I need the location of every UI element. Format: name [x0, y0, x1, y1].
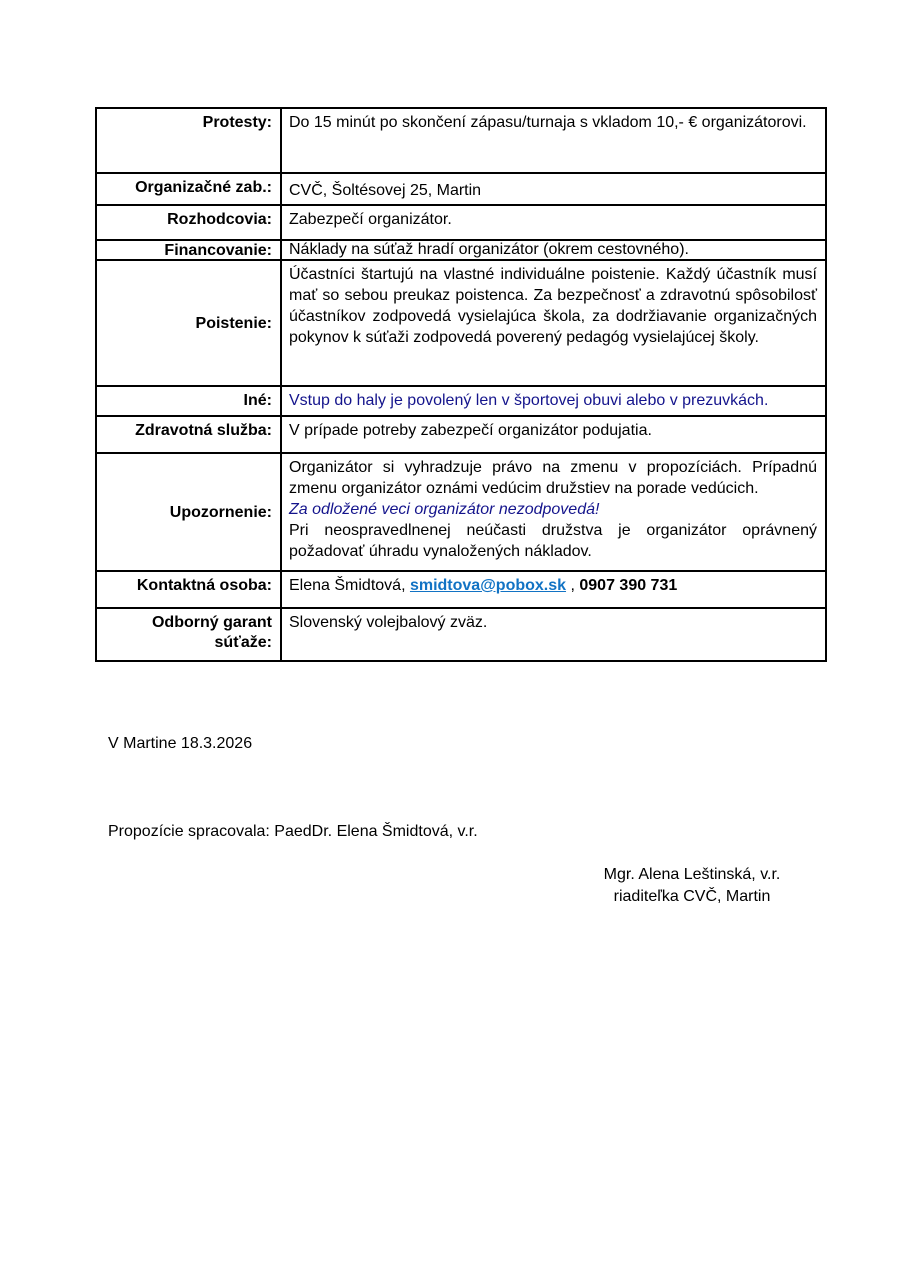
table-row-ine [97, 385, 825, 415]
row-content-upozornenie [282, 454, 825, 570]
row-content-protesty [282, 109, 825, 172]
signature-block [561, 864, 823, 908]
paragraph [289, 209, 817, 230]
row-label-upozornenie: Upozornenie: [97, 454, 282, 570]
paragraph [289, 390, 817, 411]
prepared-by-line: Propozície spracovala: PaedDr. Elena Šmidtová, v.r. [108, 823, 478, 840]
table-row-poistenie [97, 259, 825, 385]
signature-title: riaditeľka CVČ, Martin [613, 888, 771, 905]
paragraph [289, 180, 817, 201]
text-run: Vstup do haly je povolený len v športovej obuvi alebo v prezuvkách. [289, 392, 769, 409]
row-label-ine: Iné: [97, 387, 282, 415]
text-run: Účastníci štartujú na vlastné individuálne poistenie. Každý účastník musí mať so sebou preukaz poistenca. Za bezpečnosť a zdravotnú spôsobilosť účastníkov zodpovedá vysielajúca škola, za dodržiavanie organizačných pokynov k súťaži zodpovedá poverený pedagóg vysielajúcej školy. [289, 266, 817, 346]
text-run: Elena Šmidtová, [289, 577, 410, 594]
text-run: Zabezpečí organizátor. [289, 211, 452, 228]
email-link[interactable]: smidtova@pobox.sk [409, 577, 567, 594]
table-row-organizacne [97, 172, 825, 204]
row-content-odborny [282, 609, 825, 660]
text-run: Slovenský volejbalový zväz. [289, 614, 488, 631]
text-run: , [566, 577, 580, 594]
paragraph [289, 241, 817, 259]
table-row-zdravotna [97, 415, 825, 452]
date-place-line: V Martine 18.3.2026 [108, 735, 253, 752]
row-content-rozhodcovia [282, 206, 825, 239]
paragraph [289, 520, 817, 562]
table-row-protesty [97, 109, 825, 172]
row-content-poistenie [282, 261, 825, 385]
text-run: V prípade potreby zabezpečí organizátor podujatia. [289, 422, 652, 439]
row-content-zdravotna [282, 417, 825, 452]
text-run: CVČ, Šoltésovej 25, Martin [289, 182, 482, 199]
row-content-ine [282, 387, 825, 415]
table-row-odborny [97, 607, 825, 660]
text-run: 0907 390 731 [579, 577, 678, 594]
table-row-kontaktna [97, 570, 825, 607]
row-label-kontaktna: Kontaktná osoba: [97, 572, 282, 607]
row-content-organizacne [282, 174, 825, 204]
row-content-kontaktna [282, 572, 825, 607]
propositions-table [95, 107, 827, 662]
row-content-financovanie [282, 241, 825, 259]
row-label-zdravotna: Zdravotná služba: [97, 417, 282, 452]
text-run: Náklady na súťaž hradí organizátor (okrem cestovného). [289, 241, 689, 258]
paragraph [289, 457, 817, 499]
paragraph [289, 575, 817, 596]
row-label-organizacne: Organizačné zab.: [97, 174, 282, 204]
paragraph [289, 112, 817, 133]
paragraph [289, 612, 817, 633]
row-label-financovanie: Financovanie: [97, 241, 282, 259]
row-label-protesty: Protesty: [97, 109, 282, 172]
signature-name: Mgr. Alena Leštinská, v.r. [603, 866, 781, 883]
table-row-rozhodcovia [97, 204, 825, 239]
text-run: Za odložené veci organizátor nezodpovedá! [289, 501, 600, 518]
table-row-upozornenie [97, 452, 825, 570]
paragraph [289, 420, 817, 441]
row-label-poistenie: Poistenie: [97, 261, 282, 385]
table-row-financovanie [97, 239, 825, 259]
text-run: Pri neospravedlnenej neúčasti družstva je organizátor oprávnený požadovať úhradu vynaložených nákladov. [289, 522, 817, 560]
text-run: Do 15 minút po skončení zápasu/turnaja s vkladom 10,- € organizátorovi. [289, 114, 807, 131]
row-label-odborny: Odborný garant súťaže: [97, 609, 282, 660]
row-label-rozhodcovia: Rozhodcovia: [97, 206, 282, 239]
text-run: Organizátor si vyhradzuje právo na zmenu v propozíciách. Prípadnú zmenu organizátor oznámi vedúcim družstiev na porade vedúcich. [289, 459, 817, 497]
paragraph [289, 499, 817, 520]
paragraph [289, 264, 817, 348]
